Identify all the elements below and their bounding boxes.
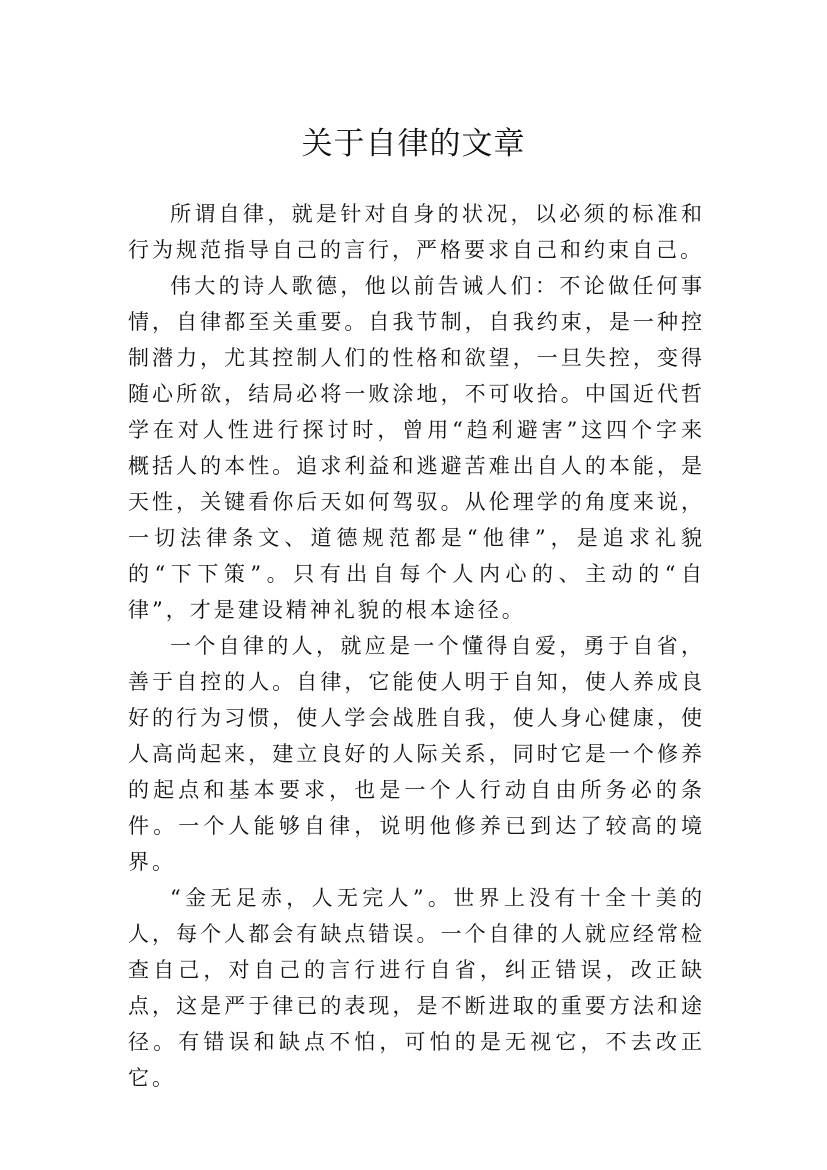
paragraph-self-discipline-person: 一个自律的人，就应是一个懂得自爱，勇于自省，善于自控的人。自律，它能使人明于自知，使人养成良好的行为习惯，使人学会战胜自我，使人身心健康，使人高尚起来，建立良好的人际关系，同时它是一个修养的起点和基本要求，也是一个人行动自由所务必的条件。一个人能够自律，说明他修养已到达了较高的境界。	[128, 634, 705, 874]
paragraph-no-perfect-person: “金无足赤，人无完人”。世界上没有十全十美的人，每个人都会有缺点错误。一个自律的人就应经常检查自己，对自己的言行进行自省，纠正错误，改正缺点，这是严于律已的表现，是不断进取的重要方法和途径。有错误和缺点不怕，可怕的是无视它，不去改正它。	[128, 886, 705, 1090]
document-body	[128, 196, 705, 1096]
paragraph-definition: 所谓自律，就是针对自身的状况，以必须的标准和行为规范指导自己的言行，严格要求自己和约束自己。	[128, 202, 705, 262]
document-title: 关于自律的文章	[301, 125, 526, 162]
paragraph-goethe: 伟大的诗人歌德，他以前告诫人们：不论做任何事情，自律都至关重要。自我节制，自我约束，是一种控制潜力，尤其控制人们的性格和欲望，一旦失控，变得随心所欲，结局必将一败涂地，不可收拾。中国近代哲学在对人性进行探讨时，曾用“趋利避害”这四个字来概括人的本性。追求利益和逃避苦难出自人的本能，是天性，关键看你后天如何驾驭。从伦理学的角度来说，一切法律条文、道德规范都是“他律”，是追求礼貌的“下下策”。只有出自每个人内心的、主动的“自律”，才是建设精神礼貌的根本途径。	[128, 274, 705, 622]
